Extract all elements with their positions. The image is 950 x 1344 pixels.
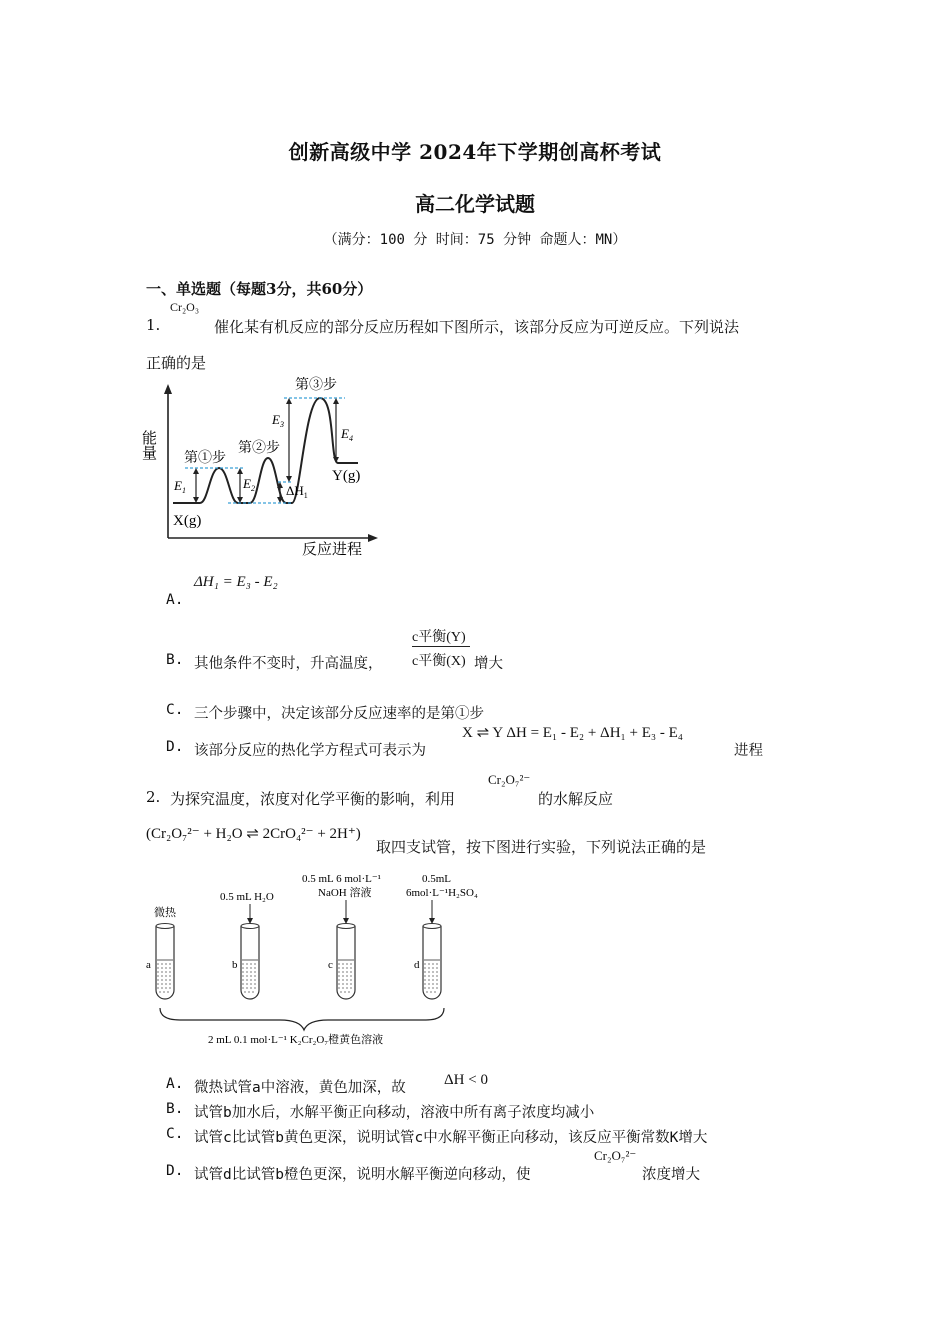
heat-label: 微热 — [154, 907, 176, 919]
q1-option-d-label: D. — [166, 739, 184, 755]
x-axis-label: 反应进程 — [302, 542, 363, 558]
tube-d — [423, 924, 441, 1000]
section-title: 一、单选题（每题3分，共60分） — [146, 280, 373, 298]
y-axis-label: 能量 — [140, 430, 156, 460]
q2-option-b-text: 试管b加水后，水解平衡正向移动，溶液中所有离子浓度均减小 — [194, 1105, 595, 1121]
step3-label: 第③步 — [295, 378, 337, 393]
tube-d-addition-label-1: 0.5mL — [422, 873, 452, 885]
q2-option-d-text: 试管d比试管b橙色更深，说明水解平衡逆向移动，使 — [194, 1167, 531, 1183]
q2-option-c-label: C. — [166, 1126, 184, 1142]
q2-equation: (Cr₂O₇²⁻ + H₂O ⇌ 2CrO₄²⁻ + 2H⁺) — [146, 826, 361, 842]
exam-school-title: 创新高级中学 2024年下学期创高杯考试 — [288, 140, 662, 164]
q1-option-b-numerator: c平衡(Y) — [412, 630, 466, 645]
q1-option-c-label: C. — [166, 702, 184, 718]
y-axis-arrow — [164, 384, 172, 394]
q2-option-a-formula: ΔH < 0 — [444, 1072, 488, 1088]
tube-d-letter: d — [414, 959, 420, 971]
tube-d-addition-label-2: 6mol·L⁻¹H₂SO₄ — [406, 887, 478, 899]
exam-subject-title: 高二化学试题 — [415, 192, 535, 216]
q2-option-a-label: A. — [166, 1076, 184, 1092]
fraction-bar — [412, 646, 470, 647]
q1-option-d-end: 进程 — [734, 743, 763, 759]
q1-option-b-text: 其他条件不变时，升高温度， — [194, 656, 383, 672]
e2-label: $E_2$ — [243, 476, 255, 493]
tube-b-addition-label: 0.5 mL H₂O — [220, 891, 274, 903]
q2-option-a-text: 微热试管a中溶液，黄色加深，故 — [194, 1080, 406, 1096]
q2-number: 2. — [146, 788, 161, 806]
tube-a — [156, 924, 174, 1000]
q2-stem-line2: 取四支试管，按下图进行实验，下列说法正确的是 — [376, 838, 707, 856]
x-axis-arrow — [368, 534, 378, 542]
tube-c-letter: c — [328, 959, 333, 971]
exam-meta-line: （满分：100 分 时间：75 分钟 命题人：MN） — [323, 232, 627, 248]
q2-option-d-ion: Cr₂O₇²⁻ — [594, 1148, 637, 1163]
q1-stem-line2: 正确的是 — [146, 354, 207, 372]
product-label: Y(g) — [332, 468, 361, 484]
q1-option-b-denominator: c平衡(X) — [412, 654, 466, 669]
q1-option-a-label: A. — [166, 592, 184, 608]
q1-option-b-label: B. — [166, 652, 184, 668]
group-brace — [160, 1008, 444, 1030]
e1-label: $E_1$ — [174, 478, 186, 495]
tube-b-letter: b — [232, 959, 238, 971]
test-tube-experiment-figure — [140, 868, 500, 1053]
tube-c — [337, 924, 355, 1000]
q1-option-a-formula: ΔH₁ = E₃ - E₂ — [194, 574, 278, 590]
step1-label: 第①步 — [184, 451, 226, 466]
q2-option-d-end: 浓度增大 — [642, 1167, 700, 1183]
q2-stem-line1: 为探究温度，浓度对化学平衡的影响，利用 — [170, 790, 456, 808]
tube-b — [241, 924, 259, 1000]
q1-option-b-end: 增大 — [474, 656, 503, 672]
tube-a-letter: a — [146, 959, 151, 971]
step2-label: 第②步 — [238, 441, 280, 456]
tube-c-addition-label-2: NaOH 溶液 — [318, 887, 372, 899]
tube-c-addition-label-1: 0.5 mL 6 mol·L⁻¹ — [302, 873, 381, 885]
e4-label: $E_4$ — [341, 426, 353, 443]
q1-option-c-text: 三个步骤中，决定该部分反应速率的是第①步 — [194, 706, 484, 722]
q1-option-d-text: 该部分反应的热化学方程式可表示为 — [194, 743, 426, 759]
q1-option-d-formula: X ⇌ Y ΔH = E₁ - E₂ + ΔH₁ + E₃ - E₄ — [462, 725, 683, 741]
dh1-label: $\Delta H_1$ — [286, 483, 308, 500]
q2-option-c-text: 试管c比试管b黄色更深，说明试管c中水解平衡正向移动，该反应平衡常数K增大 — [194, 1130, 708, 1146]
e3-label: $E_3$ — [272, 412, 284, 429]
energy-profile-diagram — [140, 370, 390, 560]
solution-label: 2 mL 0.1 mol·L⁻¹ K₂Cr₂O₇橙黄色溶液 — [208, 1034, 384, 1046]
q2-stem-line1-end: 的水解反应 — [538, 790, 614, 808]
q1-catalyst-formula: Cr₂O₃ — [170, 300, 200, 314]
q1-stem-line1: 催化某有机反应的部分反应历程如下图所示，该部分反应为可逆反应。下列说法 — [214, 318, 740, 336]
reactant-label: X(g) — [173, 513, 202, 529]
q2-option-b-label: B. — [166, 1101, 184, 1117]
q1-number: 1. — [146, 316, 161, 334]
q2-option-d-label: D. — [166, 1163, 184, 1179]
q2-ion-formula: Cr₂O₇²⁻ — [488, 772, 531, 787]
